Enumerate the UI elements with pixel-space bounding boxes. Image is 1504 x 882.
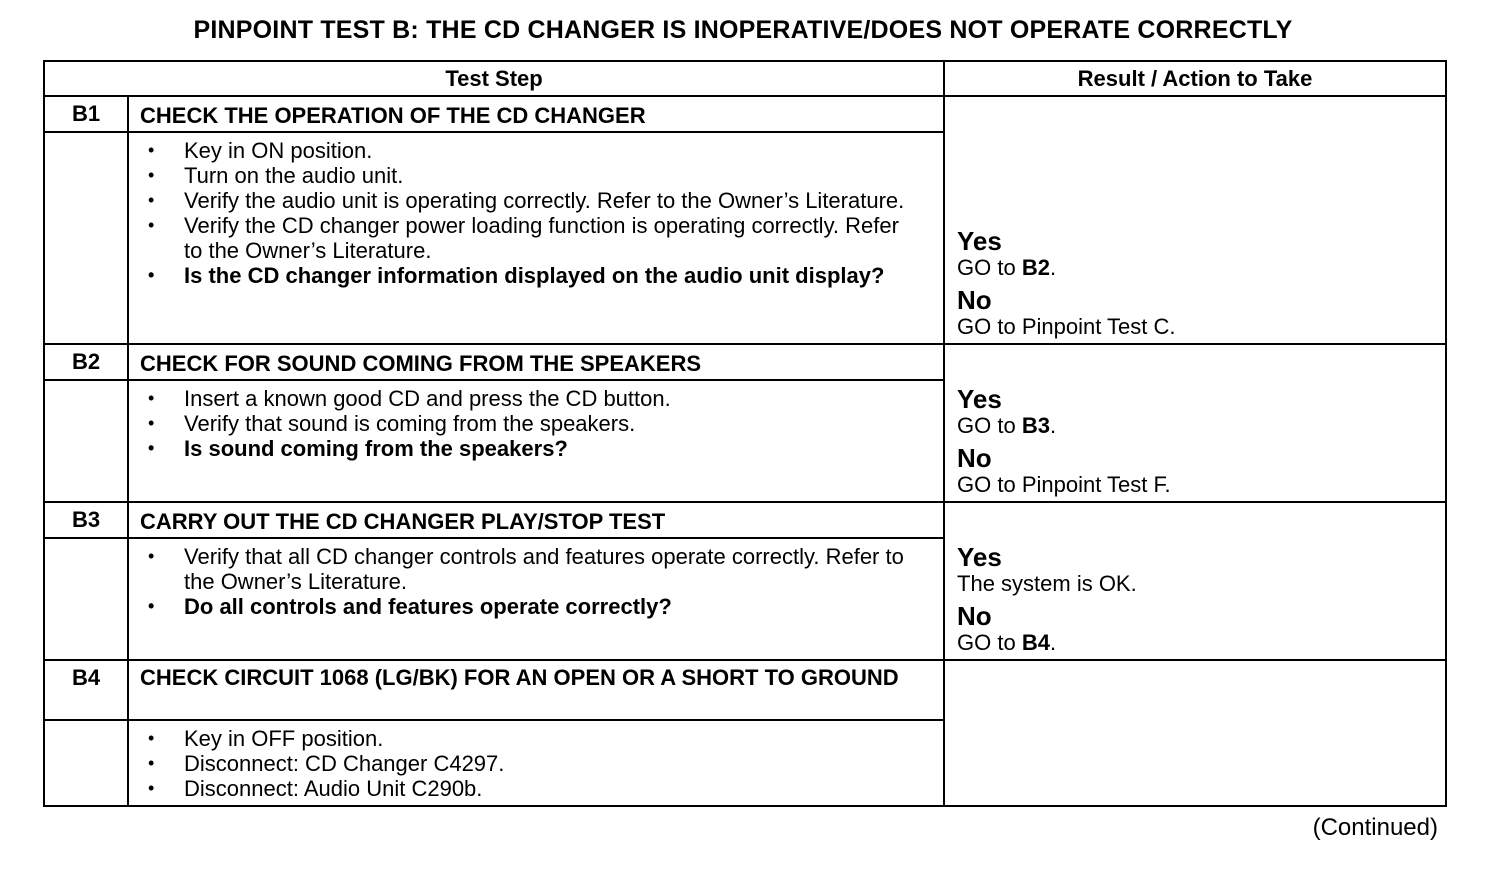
test-step-header: Test Step	[44, 61, 944, 96]
no-label: No	[957, 443, 992, 473]
step-id-blank	[44, 132, 128, 344]
yes-action: GO to B2.	[957, 255, 1057, 280]
list-item: • Turn on the audio unit.	[148, 163, 913, 188]
table-header-row	[44, 61, 1446, 96]
step-bullets	[129, 539, 943, 619]
step-heading: CHECK THE OPERATION OF THE CD CHANGER	[128, 96, 944, 132]
step-body	[128, 132, 944, 344]
list-item: • Key in ON position.	[148, 138, 913, 163]
step-id: B1	[44, 96, 128, 132]
step-question: • Is sound coming from the speakers?	[148, 436, 913, 461]
page-title: PINPOINT TEST B: THE CD CHANGER IS INOPERATIVE/DOES NOT OPERATE CORRECTLY	[193, 16, 1293, 44]
step-heading: CHECK CIRCUIT 1068 (LG/BK) FOR AN OPEN OR A SHORT TO GROUND	[128, 660, 944, 720]
step-id: B4	[44, 660, 128, 720]
list-item: • Disconnect: CD Changer C4297.	[148, 751, 913, 776]
step-bullets	[129, 381, 943, 461]
continued-note: (Continued)	[1312, 814, 1438, 841]
step-b2-result	[944, 344, 1446, 502]
step-id-blank	[44, 538, 128, 660]
step-id-blank	[44, 720, 128, 806]
yes-label: Yes	[957, 384, 1002, 414]
no-action: GO to Pinpoint Test F.	[957, 472, 1171, 497]
no-result	[957, 602, 1435, 655]
no-action: GO to Pinpoint Test C.	[957, 314, 1176, 339]
step-body	[128, 538, 944, 660]
yes-label: Yes	[957, 542, 1002, 572]
list-item: • Verify that all CD changer controls and features operate correctly. Refer to the Owner’s Literature.	[148, 544, 913, 594]
yes-result	[957, 227, 1435, 280]
step-b2-heading-row	[44, 344, 1446, 380]
pinpoint-test-table	[43, 60, 1447, 807]
yes-label: Yes	[957, 226, 1002, 256]
step-b3-result	[944, 502, 1446, 660]
result-header: Result / Action to Take	[944, 61, 1446, 96]
list-item: • Insert a known good CD and press the CD button.	[148, 386, 913, 411]
yes-result	[957, 543, 1435, 596]
step-b4-heading-row	[44, 660, 1446, 720]
list-item: • Disconnect: Audio Unit C290b.	[148, 776, 913, 801]
list-item: • Verify that sound is coming from the speakers.	[148, 411, 913, 436]
step-bullets	[129, 133, 943, 288]
step-b4-result	[944, 660, 1446, 806]
list-item: • Verify the CD changer power loading function is operating correctly. Refer to the Owner’s Literature.	[148, 213, 913, 263]
step-b1-result	[944, 96, 1446, 344]
no-result	[957, 444, 1435, 497]
no-label: No	[957, 285, 992, 315]
no-result	[957, 286, 1435, 339]
step-question: • Is the CD changer information displayed on the audio unit display?	[148, 263, 913, 288]
list-item: • Verify the audio unit is operating correctly. Refer to the Owner’s Literature.	[148, 188, 913, 213]
step-id-blank	[44, 380, 128, 502]
step-heading: CARRY OUT THE CD CHANGER PLAY/STOP TEST	[128, 502, 944, 538]
list-item: • Key in OFF position.	[148, 726, 913, 751]
step-id: B3	[44, 502, 128, 538]
step-question: • Do all controls and features operate correctly?	[148, 594, 913, 619]
step-bullets	[129, 721, 943, 801]
step-body	[128, 380, 944, 502]
no-action: GO to B4.	[957, 630, 1057, 655]
step-body	[128, 720, 944, 806]
step-id: B2	[44, 344, 128, 380]
yes-action: The system is OK.	[957, 571, 1137, 596]
step-heading: CHECK FOR SOUND COMING FROM THE SPEAKERS	[128, 344, 944, 380]
yes-result	[957, 385, 1435, 438]
no-label: No	[957, 601, 992, 631]
step-b1-heading-row	[44, 96, 1446, 132]
yes-action: GO to B3.	[957, 413, 1057, 438]
step-b3-heading-row	[44, 502, 1446, 538]
